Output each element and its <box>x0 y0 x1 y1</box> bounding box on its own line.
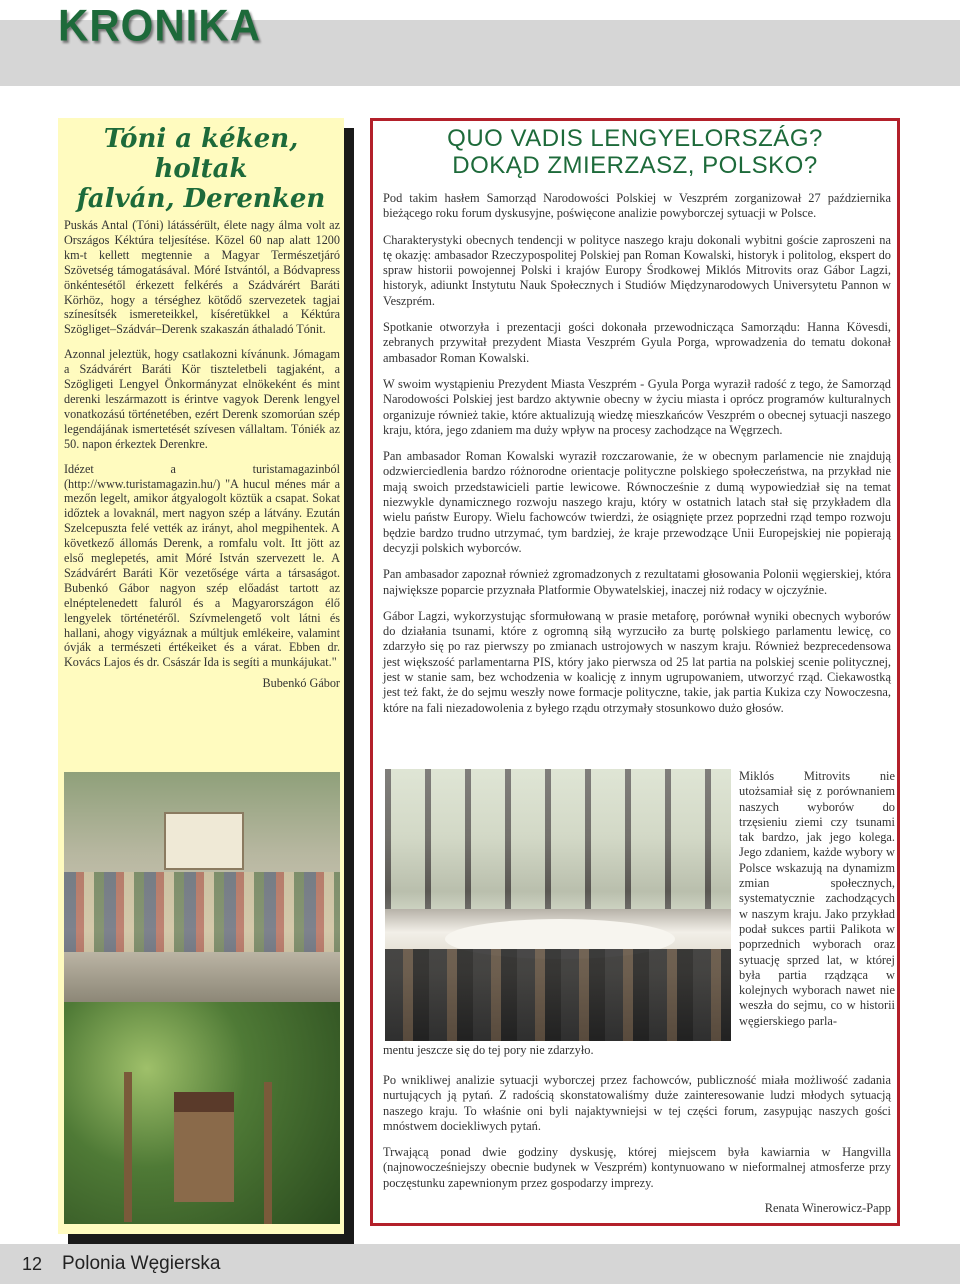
right-article-body-end <box>383 1073 891 1202</box>
title-line: falván, Derenken <box>76 184 326 214</box>
paragraph: Po wnikliwej analizie sytuacji wyborczej przez fachowców, publiczność miała możliwość zadania nurtujących ją pytań. Z radością skonstatowaliśmy duże zainteresowanie ludzi młodych sytuacją naszego kraju. To właśnie oni byli najaktywniejsi w tej części forum, zasypując naszych gości mnóstwem dociekliwych pytań. <box>383 1073 891 1133</box>
wooden-shrine <box>174 1092 234 1202</box>
left-article-body <box>64 218 340 691</box>
hikers-photo <box>64 772 340 1224</box>
audience <box>385 949 731 1041</box>
title-line: holtak <box>154 154 248 184</box>
paragraph: Idézet a turistamagazinból (http://www.turistamagazin.hu/) "A hucul ménes már a mezőn legelt, amikor átgyalogolt köztük a csapat. Sokat időztek a lovaknál, mert nagyon szép a látvány. Ezután Szelcepuszta felé vették az irányt, ahol megpihentek. A következő állomás Derenk, a romfalu volt. Itt jött az első meglepetés, amit Móré István szervezett le. A Szádvárért Baráti Kör vezetősége várta a társaságot. Bubenkó Gábor nagyon szép előadást tartott az elnéptelenedett faluról és a Magyarországon élő lengyelek történetéről. Szívmelengető volt látni és hallani, ahogy vigyáznak a múltjuk emlékeire, valamint óvják a természeti értékeiket és a várat. Ebben dr. Kovács Lajos és dr. Császár Ida is segíti a munkájukat." <box>64 461 340 670</box>
wooden-cross <box>264 1082 272 1224</box>
paragraph: Pod takim hasłem Samorząd Narodowości Polskiej w Veszprém zorganizował 27 października bieżącego roku forum dyskusyjne, poświęcone analizie powyborczej sytuacji w Polsce. <box>383 191 891 221</box>
paragraph: Pan ambasador zapoznał również zgromadzonych z rezultatami głosowania Polonii węgierskiej, która największe poparcie przyznała Platformie Obywatelskiej, inaczej niż rodacy w ojczyźnie. <box>383 567 891 597</box>
wooden-cross <box>124 1072 132 1222</box>
paragraph: Pan ambasador Roman Kowalski wyraził rozczarowanie, że w obecnym parlamencie nie znajdują odzwierciedlenia bardzo różnorodne orientacje polityczne polskiego społeczeństwa, na przykład nie mają swoich przedstawicieli partie lewicowe. Równocześnie z dumą wypowiedział się na temat niezwykle dynamicznego rozwoju naszego kraju, który w ostatnich latach stał się przykładem dla wielu państw Europy. Wielu fachowców twierdzi, że osiągnięte przez poprzedni rząd tempo rozwoju będzie bardzo trudno utrzymać, tym bardziej, że kraje przewodzące Unii Europejskiej nie popierają decyzji polskich wyborców. <box>383 449 891 555</box>
publication-name: Polonia Węgierska <box>62 1253 221 1274</box>
memorial-plaque <box>164 812 244 870</box>
page-number: 12 <box>22 1254 43 1274</box>
hiker-group <box>64 872 340 952</box>
paragraph: Puskás Antal (Tóni) látássérült, élete nagy álma volt az Országos Kéktúra teljesítése. Közel 60 nap alatt 1200 km-t kellett megtennie a Magyar Természetjáró Szövetség támogatásával. Móré Istvántól, a Bódvapress önkéntesétől érkezett felkérés a Szádvárért Baráti Körhöz, hogy a térséghez kötődő szervezetek tagjai színesítsék ismereteikkel, kíséretükkel a Kéktúra Szögliget–Szádvár–Derenk szakaszán áthaladó Tónit. <box>64 218 340 337</box>
left-signature: Bubenkó Gábor <box>262 676 340 691</box>
section-title: KRONIKA <box>58 0 261 51</box>
right-article-body <box>383 191 891 727</box>
paragraph: W swoim wystąpieniu Prezydent Miasta Veszprém - Gyula Porga wyraził radość z tego, że Samorząd Narodowości Polskiej jest bardzo aktywnie obecny w życiu miasta i oprócz programów kulturalnych organizuje również takie, które aktualizują wiedzę mieszkańców Veszprém o obecnej sytuacji naszego kraju, która, jego zdaniem ma duży wpływ na procesy zachodzące na Węgrzech. <box>383 376 891 437</box>
left-article-title <box>58 124 344 214</box>
paragraph: Gábor Lagzi, wykorzystując sformułowaną w prasie metaforę, porównał wyniki obecnych wyborów do działania tsunami, które z ogromną siłą wyrzuciło za burtę polskiego parlamentu lewicę, co zdarzyło się po raz pierwszy po zmianach ustrojowych w naszym kraju. Również bezprecedensowa jest większość parlamentarna PIS, który jako pierwsza od 25 lat partia na polskiej scenie politycznej, jest w stanie sam, bez wchodzenia w koalicję z innym ugrupowaniem, utworzyć rząd. Ciekawostką jest też fakt, że do sejmu weszły nowe formacje polityczne, takie, jak partia Kukiza czy Nowoczesna, które na fali niezadowolenia z byłego rządu otrzymały stosunkowo dużo głosów. <box>383 608 891 715</box>
paragraph: Charakterystyki obecnych tendencji w polityce naszego kraju dokonali wybitni goście zaproszeni na tę okazję: ambasador Rzeczypospolitej Polskiej pan Roman Kowalski, historyk i politolog, ekspert do spraw historii powojennej Polski i krajów Europy Środkowej Miklós Mitrovits oraz Gábor Lagzi, historyk, adiunkt Instytutu Nauk Społecznych i Studiów Międzynarodowych Universytetu Pannon w Veszprém. <box>383 232 891 308</box>
title-line: Tóni a kéken, <box>103 124 299 154</box>
photo-caption: Miklós Mitrovits nie utożsamiał się z porównaniem naszych wyborów do trzęsieniu ziemi czy tsunami tak bardzo, jak jego kolega. Jego zdaniem, każde wybory w Polsce wskazują na dynamizm zmian społecznych, systematycznie zachodzących w naszym kraju. Jako przykład podał sukces partii Palikota w poprzednich wyborach oraz sytuację sprzed lat, w której była partia rządząca w kolejnych wyborach nawet nie weszła do sejmu, co w historii węgierskiego parla- <box>739 769 895 1028</box>
right-signature: Renata Winerowicz-Papp <box>764 1201 891 1215</box>
caption-tail: mentu jeszcze się do tej pory nie zdarzyło. <box>383 1043 594 1057</box>
windows <box>385 769 731 909</box>
left-article <box>58 118 344 1234</box>
heading-line: DOKĄD ZMIERZASZ, POLSKO? <box>452 152 818 179</box>
heading-line: QUO VADIS LENGYELORSZÁG? <box>447 125 823 152</box>
right-article-heading <box>373 125 897 179</box>
paragraph: Trwającą ponad dwie godziny dyskusję, której miejscem była kawiarnia w Hangvilla (najnowocześniejszy obecnie budynek w Veszprém) kontynuowano w nieformalnej atmosferze przy poczęstunku zapewnionym przez gospodarzy imprezy. <box>383 1145 891 1190</box>
paragraph: Azonnal jeleztük, hogy csatlakozni kívánunk. Jómagam a Szádvárért Baráti Kör tiszteletbeli tagjaként, a Szögligeti Lengyel Önkormányzat elnökeként és mint derenki leszármazott is érintve vagyok Derenk lengyel vonatkozású történetében, ezért Derenk szomorúan szép legendájának ismertetését szívesen vállaltam. Tóniék az 50. napon érkeztek Derenkre. <box>64 347 340 451</box>
paragraph: Spotkanie otworzyła i prezentacji gości dokonała przewodnicząca Samorządu: Hanna Kövesdi, zebranych przywitał prezydent Miasta Veszprém Gyula Porga, wprowadzenia do tematu dokonał ambasador Roman Kowalski. <box>383 320 891 365</box>
right-article <box>370 118 900 1226</box>
forum-photo <box>385 769 731 1041</box>
